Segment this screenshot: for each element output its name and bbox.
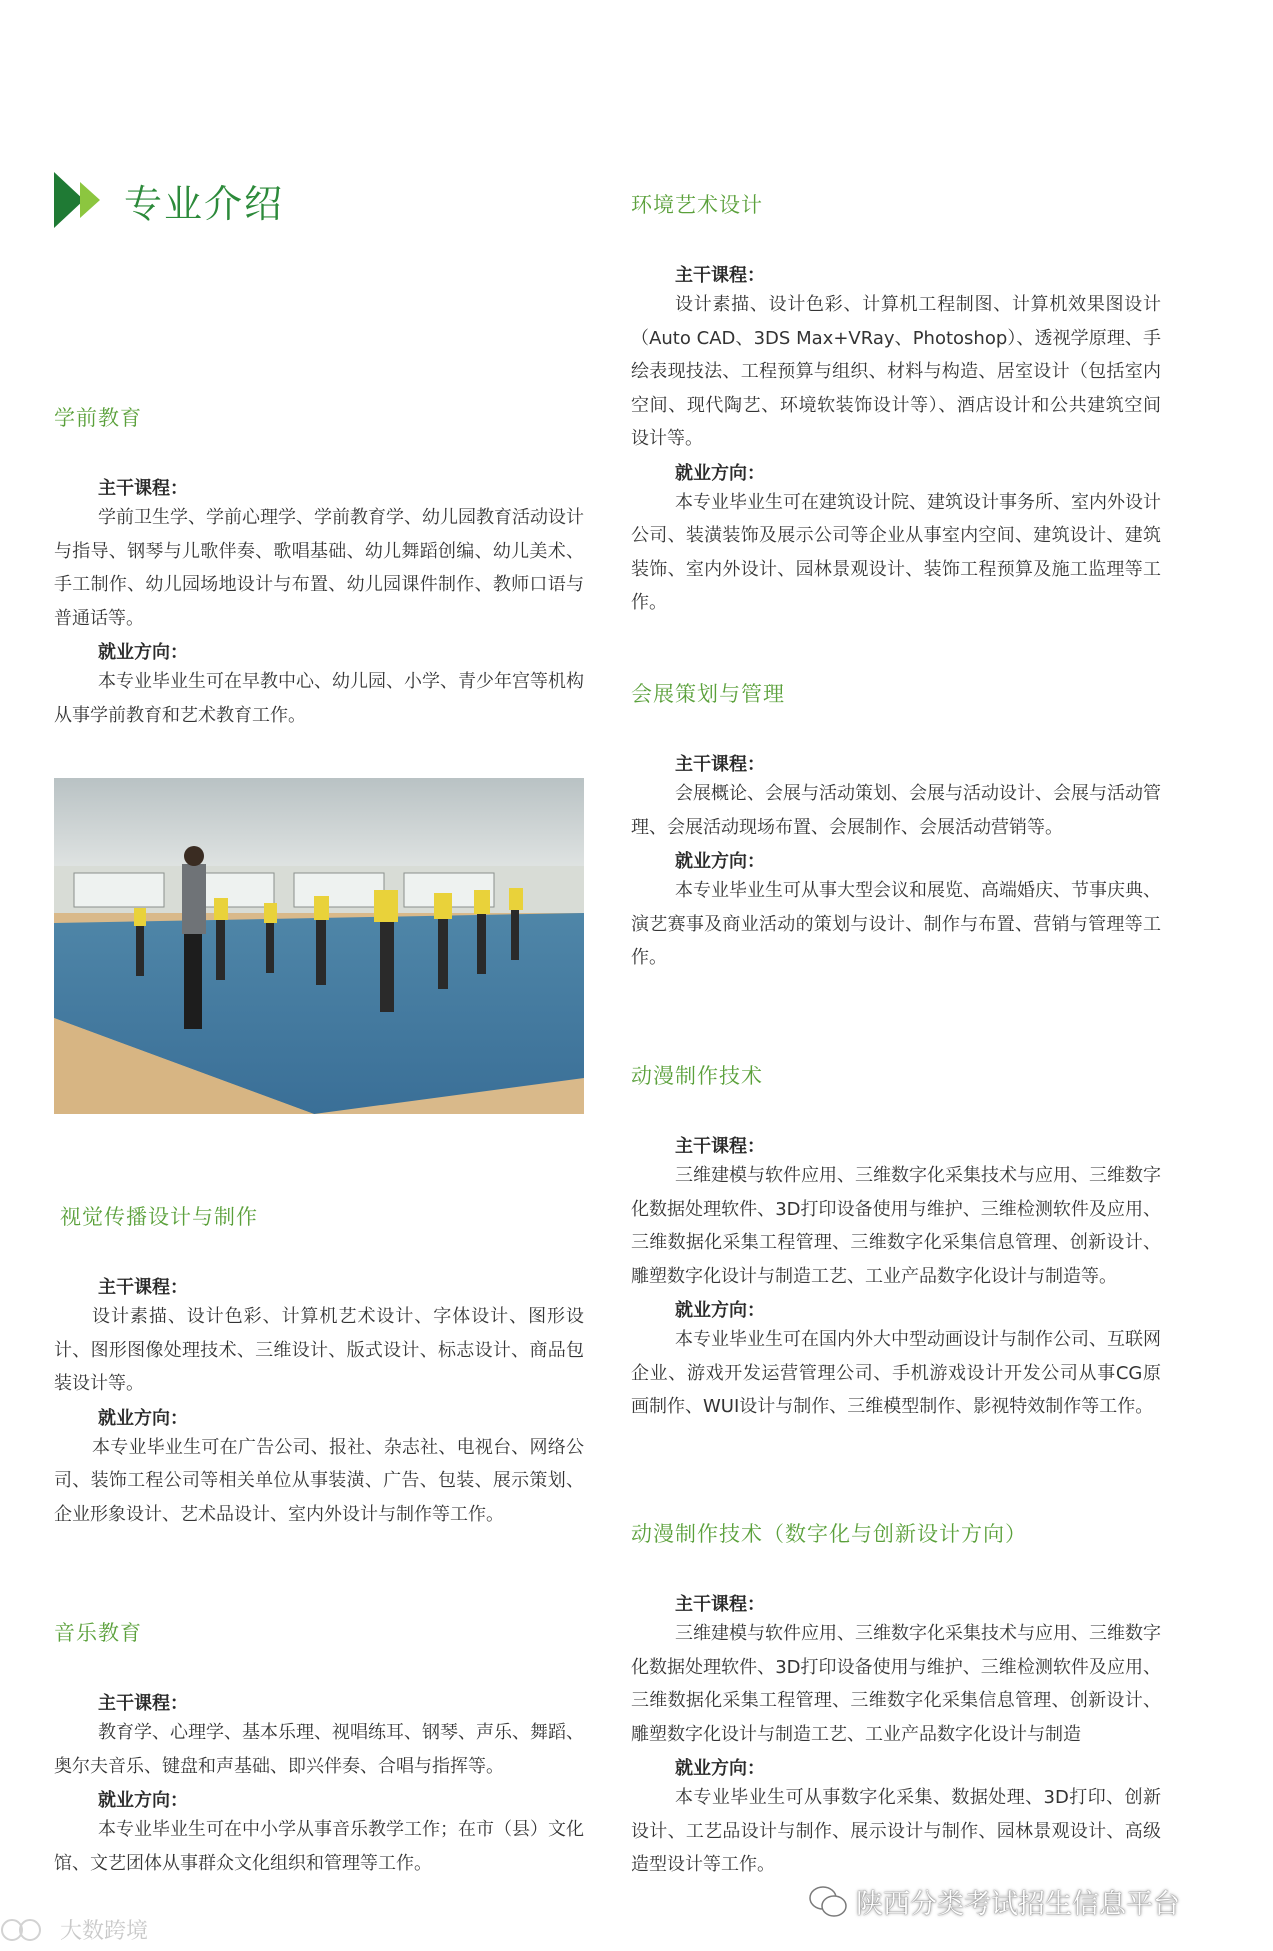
career-text: 本专业毕业生可在中小学从事音乐教学工作；在市（县）文化馆、文艺团体从事群众文化组织和管理等工作。 <box>54 1819 584 1874</box>
course-text: 会展概论、会展与活动策划、会展与活动设计、会展与活动管理、会展活动现场布置、会展制作、会展活动营销等。 <box>631 783 1161 838</box>
course-text: 设计素描、设计色彩、计算机工程制图、计算机效果图设计（Auto CAD、3DS Max+VRay、Photoshop）、透视学原理、手绘表现技法、工程预算与组织、材料与构造、居室设计（包括室内空间、现代陶艺、环境软装饰设计等）、酒店设计和公共建筑空间设计等。 <box>631 294 1161 449</box>
watermark-left-text: 大数跨境 <box>60 1919 149 1944</box>
section-preschool <box>54 402 584 732</box>
course-label: 主干课程： <box>98 478 188 499</box>
page-header <box>54 170 284 230</box>
page-title: 专业介绍 <box>124 181 285 226</box>
section-environmental-art <box>631 189 1161 620</box>
course-label: 主干课程： <box>98 1277 188 1298</box>
section-title: 学前教育 <box>54 406 142 430</box>
career-label: 就业方向： <box>98 642 188 663</box>
watermark-right-text: 陕西分类考试招生信息平台 <box>856 1889 1180 1920</box>
course-label: 主干课程： <box>675 1594 765 1615</box>
wechat-icon <box>808 1885 848 1919</box>
course-label: 主干课程： <box>675 265 765 286</box>
career-text: 本专业毕业生可在广告公司、报社、杂志社、电视台、网络公司、装饰工程公司等相关单位从事装潢、广告、包装、展示策划、企业形象设计、艺术品设计、室内外设计与制作等工作。 <box>54 1436 584 1525</box>
section-title: 环境艺术设计 <box>631 193 763 217</box>
section-animation-digital-innovation <box>631 1518 1161 1875</box>
double-arrow-logo-icon <box>54 172 110 228</box>
career-label: 就业方向： <box>675 1758 765 1779</box>
section-title: 视觉传播设计与制作 <box>60 1205 258 1229</box>
section-animation-production <box>631 1060 1161 1424</box>
course-text: 三维建模与软件应用、三维数字化采集技术与应用、三维数字化数据处理软件、3D打印设备使用与维护、三维检测软件及应用、三维数据化采集工程管理、三维数字化采集信息管理、创新设计、雕塑数字化设计与制造工艺、工业产品数字化设计与制造等。 <box>631 1165 1161 1287</box>
section-title: 动漫制作技术 <box>631 1064 763 1088</box>
section-title: 会展策划与管理 <box>631 682 785 706</box>
dance-class-photo <box>54 778 584 1114</box>
watermark-logo-icon <box>0 1917 54 1943</box>
course-text: 学前卫生学、学前心理学、学前教育学、幼儿园教育活动设计与指导、钢琴与儿歌伴奏、歌唱基础、幼儿舞蹈创编、幼儿美术、手工制作、幼儿园场地设计与布置、幼儿园课件制作、教师口语与普通话等。 <box>54 507 584 629</box>
career-text: 本专业毕业生可在早教中心、幼儿园、小学、青少年宫等机构从事学前教育和艺术教育工作。 <box>54 671 584 726</box>
career-label: 就业方向： <box>675 851 765 872</box>
section-exhibition-planning <box>631 678 1161 975</box>
career-text: 本专业毕业生可在国内外大中型动画设计与制作公司、互联网企业、游戏开发运营管理公司、手机游戏设计开发公司从事CG原画制作、WUI设计与制作、三维模型制作、影视特效制作等工作。 <box>631 1329 1161 1417</box>
course-text: 教育学、心理学、基本乐理、视唱练耳、钢琴、声乐、舞蹈、奥尔夫音乐、键盘和声基础、即兴伴奏、合唱与指挥等。 <box>54 1722 584 1777</box>
career-text: 本专业毕业生可从事数字化采集、数据处理、3D打印、创新设计、工艺品设计与制作、展示设计与制作、园林景观设计、高级造型设计等工作。 <box>631 1787 1161 1875</box>
course-label: 主干课程： <box>675 754 765 775</box>
career-text: 本专业毕业生可在建筑设计院、建筑设计事务所、室内外设计公司、装潢装饰及展示公司等企业从事室内空间、建筑设计、建筑装饰、室内外设计、园林景观设计、装饰工程预算及施工监理等工作。 <box>631 491 1161 613</box>
section-visual-communication <box>54 1201 584 1531</box>
career-label: 就业方向： <box>675 1300 765 1321</box>
course-text: 三维建模与软件应用、三维数字化采集技术与应用、三维数字化数据处理软件、3D打印设备使用与维护、三维检测软件及应用、三维数据化采集工程管理、三维数字化采集信息管理、创新设计、雕塑数字化设计与制造工艺、工业产品数字化设计与制造 <box>631 1623 1161 1745</box>
section-title: 动漫制作技术（数字化与创新设计方向） <box>631 1522 1027 1546</box>
course-text: 设计素描、设计色彩、计算机艺术设计、字体设计、图形设计、图形图像处理技术、三维设计、版式设计、标志设计、商品包装设计等。 <box>54 1306 584 1394</box>
career-text: 本专业毕业生可从事大型会议和展览、高端婚庆、节事庆典、演艺赛事及商业活动的策划与设计、制作与布置、营销与管理等工作。 <box>631 880 1161 968</box>
course-label: 主干课程： <box>98 1693 188 1714</box>
career-label: 就业方向： <box>98 1790 188 1811</box>
watermark-left <box>0 1914 148 1945</box>
career-label: 就业方向： <box>98 1407 188 1429</box>
course-label: 主干课程： <box>675 1136 765 1157</box>
watermark-right <box>808 1882 1180 1921</box>
section-title: 音乐教育 <box>54 1621 142 1645</box>
career-label: 就业方向： <box>675 462 765 484</box>
section-music-education <box>54 1617 584 1880</box>
